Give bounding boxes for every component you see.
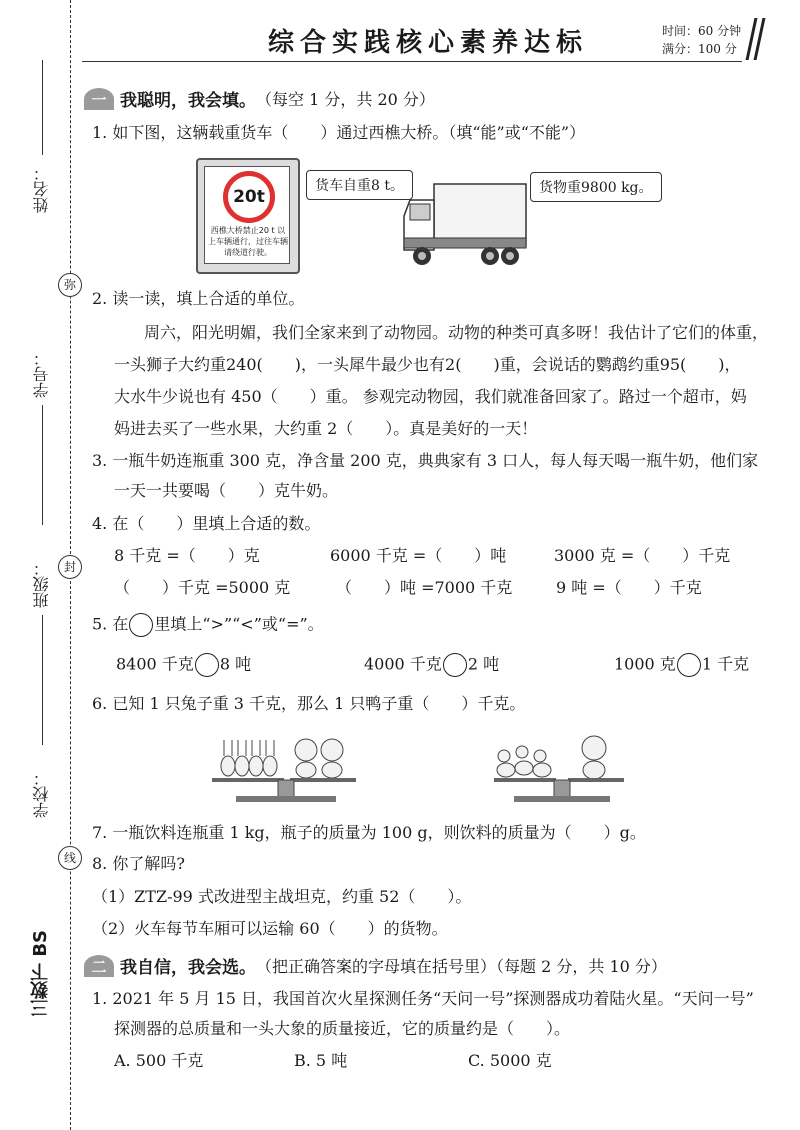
weight-limit-circle: 20t [223,171,275,223]
balance-scale-ducks-dog [490,722,630,804]
q5-prefix: 5. 在 [92,614,129,634]
question-2: 2. 读一读，填上合适的单位。 [92,289,305,308]
section-1-note: （每空 1 分，共 20 分） [256,90,435,109]
q5-answer-circle-2[interactable] [443,653,467,677]
q5-item-1 [116,653,251,677]
page-title: 综合实践核心素养达标 [268,28,589,58]
q4-item-4: （ ）千克 =5000 克 [114,578,291,597]
q5-item-1-left: 8400 千克 [116,654,194,674]
q3-line-2: 一天一共要喝（ ）克牛奶。 [114,481,339,500]
full-score: 满分：100 分 [662,42,737,56]
section-2-title: 我自信，我会选。 [120,958,256,978]
seal-char-1: 弥 [58,273,82,297]
question-5 [92,613,324,637]
s2-q1-option-b: B. 5 吨 [294,1051,348,1070]
id-field-line[interactable] [42,405,43,525]
sign-text: 西樵大桥禁止20 t 以上车辆通行，过往车辆请绕道行驶。 [208,226,288,257]
q4-item-3: 3000 克 =（ ）千克 [554,546,731,565]
q2-line-1: 周六，阳光明媚，我们全家来到了动物园。动物的种类可真多呀！我估计了它们的体重， [144,323,769,342]
question-6: 6. 已知 1 只兔子重 3 千克，那么 1 只鸭子重（ ）千克。 [92,694,526,713]
name-field-line[interactable] [42,60,43,155]
name-label: 姓名： [32,165,51,213]
exam-info [662,22,741,58]
seal-char-3: 线 [58,846,82,870]
balance-scale-rabbits-dogs [206,722,366,804]
s2-q1-option-a: A. 500 千克 [114,1051,204,1070]
q2-line-3: 大水牛少说也有 450（ ）重。 参观完动物园，我们就准备回家了。路过一个超市，妈 [114,387,747,406]
brand-label: 三数下 BS [30,930,51,1017]
question-8: 8. 你了解吗? [92,854,185,873]
compare-circle-icon [129,613,153,637]
section-1-badge: 一 [84,88,114,110]
q5-answer-circle-3[interactable] [677,653,701,677]
section-1-header [84,86,435,111]
seal-char-2: 封 [58,555,82,579]
q5-answer-circle-1[interactable] [195,653,219,677]
time-limit: 时间：60 分钟 [662,24,742,38]
question-7: 7. 一瓶饮料连瓶重 1 kg，瓶子的质量为 100 g，则饮料的质量为（ ）g。 [92,823,646,842]
q5-item-3 [614,653,749,677]
q8-item-2: （2）火车每节车厢可以运输 60（ ）的货物。 [92,919,448,938]
s2-q1-line-2: 探测器的总质量和一头大象的质量接近，它的质量约是（ ）。 [114,1019,571,1038]
truck-illustration [400,180,530,272]
bridge-weight-sign [196,158,300,274]
q5-item-2-right: 2 吨 [467,654,500,674]
q8-item-1: （1）ZTZ-99 式改进型主战坦克，约重 52（ ）。 [92,887,472,906]
q4-item-1: 8 千克 =（ ）克 [114,546,260,565]
section-1-title: 我聪明，我会填。 [120,91,256,111]
speech-bubble-cargo-weight: 货物重9800 kg。 [530,172,662,202]
q2-line-2: 一头狮子大约重240( )，一头犀牛最少也有2( )重，会说话的鹦鹉约重95( )， [114,355,741,374]
q3-line-1: 3. 一瓶牛奶连瓶重 300 克，净含量 200 克，典典家有 3 口人，每人每天喝一瓶牛奶，他们家 [92,451,759,470]
question-1: 1. 如下图，这辆载重货车（ ）通过西樵大桥。（填“能”或“不能”） [92,123,586,142]
q5-item-3-right: 1 千克 [701,654,750,674]
q5-item-2-left: 4000 千克 [364,654,442,674]
q4-item-6: 9 吨 =（ ）千克 [556,578,702,597]
q5-item-1-right: 8 吨 [219,654,252,674]
q2-line-4: 妈进去买了一些水果，大约重 2（ ）。真是美好的一天！ [114,419,538,438]
question-4: 4. 在（ ）里填上合适的数。 [92,514,321,533]
q4-item-2: 6000 千克 =（ ）吨 [330,546,507,565]
speech-bubble-truck-weight: 货车自重8 t。 [306,170,413,200]
section-2-header [84,953,667,978]
class-label: 班级： [32,560,51,608]
q5-suffix: 里填上“>”“<”或“=”。 [154,614,324,634]
section-2-badge: 二 [84,955,114,977]
q4-item-5: （ ）吨 =7000 千克 [336,578,513,597]
section-2-note: （把正确答案的字母填在括号里）（每题 2 分，共 10 分） [256,957,667,976]
school-label: 学校： [32,770,51,818]
id-label: 学号： [32,350,51,398]
header-divider [82,61,742,62]
class-field-line[interactable] [42,615,43,745]
q5-item-2 [364,653,499,677]
s2-q1-line-1: 1. 2021 年 5 月 15 日，我国首次火星探测任务“天问一号”探测器成功着陆火星。“天问一号” [92,989,754,1008]
q5-item-3-left: 1000 克 [614,654,676,674]
s2-q1-option-c: C. 5000 克 [468,1051,552,1070]
